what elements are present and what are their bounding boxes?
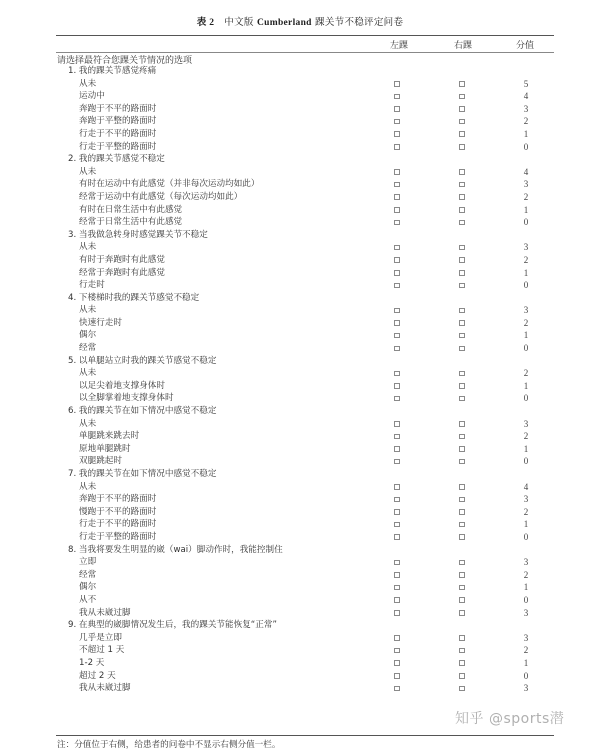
option-row — [0, 279, 600, 292]
left-ankle-checkbox-icon[interactable] — [394, 220, 400, 226]
score-value: 2 — [523, 116, 529, 127]
question-row — [0, 619, 600, 632]
title-prefix: 中文版 — [224, 17, 257, 28]
right-ankle-checkbox-icon[interactable] — [459, 119, 465, 125]
option-row — [0, 342, 600, 355]
right-ankle-checkbox-icon[interactable] — [459, 94, 465, 100]
option-row — [0, 418, 600, 431]
option-label: 超过 2 天 — [79, 670, 116, 681]
option-label: 从未 — [79, 242, 97, 253]
score-value: 3 — [523, 305, 529, 316]
right-ankle-checkbox-icon[interactable] — [459, 686, 465, 692]
question-row — [0, 65, 600, 78]
column-header-right-ankle: 右踝 — [454, 41, 473, 51]
score-value: 1 — [523, 443, 529, 454]
right-ankle-checkbox-icon[interactable] — [459, 320, 465, 326]
left-ankle-checkbox-icon[interactable] — [394, 94, 400, 100]
left-ankle-checkbox-icon[interactable] — [394, 81, 400, 87]
right-ankle-checkbox-icon[interactable] — [459, 560, 465, 566]
question-label: 9. 在典型的崴脚情况发生后，我的踝关节能恢复“正常” — [68, 620, 277, 631]
option-row — [0, 241, 600, 254]
option-label: 经常于日常生活中有此感觉 — [79, 217, 183, 228]
left-ankle-checkbox-icon[interactable] — [394, 194, 400, 200]
score-value: 0 — [523, 343, 529, 354]
left-ankle-checkbox-icon[interactable] — [394, 270, 400, 276]
score-value: 2 — [523, 191, 529, 202]
option-label: 奔跑于不平的路面时 — [79, 103, 157, 114]
question-row — [0, 153, 600, 166]
watermark: 知乎 @sports潜 — [455, 711, 565, 727]
option-row — [0, 90, 600, 103]
table-number: 表 2 — [196, 18, 215, 28]
right-ankle-checkbox-icon[interactable] — [459, 497, 465, 503]
score-value: 2 — [523, 506, 529, 517]
score-value: 3 — [523, 607, 529, 618]
option-label: 立即 — [79, 557, 97, 568]
score-value: 0 — [523, 456, 529, 467]
title-english: Cumberland — [257, 18, 312, 28]
right-ankle-checkbox-icon[interactable] — [459, 459, 465, 465]
option-label: 快速行走时 — [79, 317, 122, 328]
score-value: 2 — [523, 254, 529, 265]
left-ankle-checkbox-icon[interactable] — [394, 434, 400, 440]
option-row — [0, 443, 600, 456]
option-row — [0, 506, 600, 519]
right-ankle-checkbox-icon[interactable] — [459, 585, 465, 591]
score-value: 2 — [523, 431, 529, 442]
option-label: 从未 — [79, 481, 97, 492]
score-value: 0 — [523, 280, 529, 291]
left-ankle-checkbox-icon[interactable] — [394, 383, 400, 389]
score-value: 1 — [523, 519, 529, 530]
question-label: 5. 以单腿站立时我的踝关节感觉不稳定 — [68, 355, 217, 366]
option-label: 不超过 1 天 — [79, 645, 125, 656]
option-row — [0, 191, 600, 204]
option-row — [0, 657, 600, 670]
left-ankle-checkbox-icon[interactable] — [394, 484, 400, 490]
question-label: 2. 我的踝关节感觉不稳定 — [68, 154, 165, 165]
option-row — [0, 430, 600, 443]
option-row — [0, 455, 600, 468]
left-ankle-checkbox-icon[interactable] — [394, 257, 400, 263]
right-ankle-checkbox-icon[interactable] — [459, 673, 465, 679]
option-row — [0, 141, 600, 154]
question-row — [0, 229, 600, 242]
option-label: 从未 — [79, 368, 97, 379]
score-value: 1 — [523, 330, 529, 341]
option-label: 从未 — [79, 166, 97, 177]
option-row — [0, 531, 600, 544]
option-label: 奔跑于不平的路面时 — [79, 494, 157, 505]
questionnaire-table — [0, 65, 600, 695]
right-ankle-checkbox-icon[interactable] — [459, 509, 465, 515]
left-ankle-checkbox-icon[interactable] — [394, 660, 400, 666]
instructions: 请选择最符合您踝关节情况的选项 — [57, 56, 193, 66]
option-row — [0, 103, 600, 116]
right-ankle-checkbox-icon[interactable] — [459, 144, 465, 150]
right-ankle-checkbox-icon[interactable] — [459, 610, 465, 616]
score-value: 1 — [523, 657, 529, 668]
left-ankle-checkbox-icon[interactable] — [394, 421, 400, 427]
right-ankle-checkbox-icon[interactable] — [459, 522, 465, 528]
score-value: 1 — [523, 267, 529, 278]
option-row — [0, 304, 600, 317]
question-row — [0, 355, 600, 368]
left-ankle-checkbox-icon[interactable] — [394, 585, 400, 591]
option-row — [0, 317, 600, 330]
right-ankle-checkbox-icon[interactable] — [459, 660, 465, 666]
right-ankle-checkbox-icon[interactable] — [459, 194, 465, 200]
right-ankle-checkbox-icon[interactable] — [459, 635, 465, 641]
option-label: 慢跑于不平的路面时 — [79, 506, 157, 517]
option-row — [0, 115, 600, 128]
left-ankle-checkbox-icon[interactable] — [394, 522, 400, 528]
right-ankle-checkbox-icon[interactable] — [459, 371, 465, 377]
question-label: 8. 当我将要发生明显的崴（wai）脚动作时，我能控制住 — [68, 544, 283, 555]
option-label: 行走于不平的路面时 — [79, 519, 157, 530]
score-value: 3 — [523, 557, 529, 568]
option-row — [0, 670, 600, 683]
left-ankle-checkbox-icon[interactable] — [394, 320, 400, 326]
right-ankle-checkbox-icon[interactable] — [459, 572, 465, 578]
right-ankle-checkbox-icon[interactable] — [459, 283, 465, 289]
column-header-score: 分值 — [516, 41, 535, 51]
option-label: 几乎是立即 — [79, 632, 122, 643]
option-row — [0, 607, 600, 620]
option-row — [0, 178, 600, 191]
left-ankle-checkbox-icon[interactable] — [394, 106, 400, 112]
option-row — [0, 556, 600, 569]
right-ankle-checkbox-icon[interactable] — [459, 131, 465, 137]
right-ankle-checkbox-icon[interactable] — [459, 169, 465, 175]
score-value: 0 — [523, 594, 529, 605]
right-ankle-checkbox-icon[interactable] — [459, 81, 465, 87]
right-ankle-checkbox-icon[interactable] — [459, 597, 465, 603]
option-row — [0, 367, 600, 380]
right-ankle-checkbox-icon[interactable] — [459, 396, 465, 402]
question-label: 3. 当我做急转身时感觉踝关节不稳定 — [68, 229, 208, 240]
option-label: 经常 — [79, 569, 97, 580]
option-label: 有时于奔跑时有此感觉 — [79, 254, 165, 265]
question-label: 1. 我的踝关节感觉疼痛 — [68, 66, 157, 76]
option-row — [0, 204, 600, 217]
option-label: 行走于平整的路面时 — [79, 141, 157, 152]
left-ankle-checkbox-icon[interactable] — [394, 119, 400, 125]
score-value: 3 — [523, 494, 529, 505]
table-title — [0, 14, 600, 28]
score-value: 3 — [523, 632, 529, 643]
option-row — [0, 216, 600, 229]
score-value: 3 — [523, 418, 529, 429]
score-value: 0 — [523, 393, 529, 404]
score-value: 5 — [523, 78, 529, 89]
column-header-left-ankle: 左踝 — [390, 41, 409, 51]
score-value: 1 — [523, 204, 529, 215]
right-ankle-checkbox-icon[interactable] — [459, 434, 465, 440]
left-ankle-checkbox-icon[interactable] — [394, 169, 400, 175]
option-label: 从未 — [79, 78, 97, 89]
left-ankle-checkbox-icon[interactable] — [394, 534, 400, 540]
right-ankle-checkbox-icon[interactable] — [459, 270, 465, 276]
option-row — [0, 481, 600, 494]
left-ankle-checkbox-icon[interactable] — [394, 509, 400, 515]
left-ankle-checkbox-icon[interactable] — [394, 207, 400, 213]
left-ankle-checkbox-icon[interactable] — [394, 572, 400, 578]
option-row — [0, 493, 600, 506]
footnote: 注：分值位于右侧，给患者的问卷中不显示右侧分值一栏。 — [57, 740, 281, 750]
option-label: 经常 — [79, 343, 97, 354]
right-ankle-checkbox-icon[interactable] — [459, 648, 465, 654]
score-value: 0 — [523, 670, 529, 681]
right-ankle-checkbox-icon[interactable] — [459, 182, 465, 188]
option-label: 1-2 天 — [79, 657, 105, 668]
right-ankle-checkbox-icon[interactable] — [459, 484, 465, 490]
left-ankle-checkbox-icon[interactable] — [394, 283, 400, 289]
option-label: 行走于不平的路面时 — [79, 128, 157, 139]
option-label: 运动中 — [79, 91, 105, 102]
option-label: 以全脚掌着地支撑身体时 — [79, 393, 174, 404]
left-ankle-checkbox-icon[interactable] — [394, 560, 400, 566]
option-row — [0, 632, 600, 645]
left-ankle-checkbox-icon[interactable] — [394, 686, 400, 692]
score-value: 3 — [523, 242, 529, 253]
option-label: 从未 — [79, 418, 97, 429]
score-value: 0 — [523, 141, 529, 152]
left-ankle-checkbox-icon[interactable] — [394, 459, 400, 465]
bottom-rule — [56, 735, 554, 736]
option-label: 偶尔 — [79, 330, 97, 341]
option-row — [0, 569, 600, 582]
option-row — [0, 594, 600, 607]
right-ankle-checkbox-icon[interactable] — [459, 383, 465, 389]
question-row — [0, 405, 600, 418]
option-label: 行走于平整的路面时 — [79, 531, 157, 542]
option-label: 我从未崴过脚 — [79, 607, 131, 618]
score-value: 3 — [523, 683, 529, 694]
left-ankle-checkbox-icon[interactable] — [394, 245, 400, 251]
option-row — [0, 329, 600, 342]
right-ankle-checkbox-icon[interactable] — [459, 245, 465, 251]
option-label: 有时在运动中有此感觉（并非每次运动均如此） — [79, 179, 260, 190]
option-row — [0, 581, 600, 594]
score-value: 3 — [523, 103, 529, 114]
option-row — [0, 644, 600, 657]
left-ankle-checkbox-icon[interactable] — [394, 648, 400, 654]
score-value: 2 — [523, 317, 529, 328]
option-row — [0, 78, 600, 91]
score-value: 4 — [523, 91, 529, 102]
left-ankle-checkbox-icon[interactable] — [394, 597, 400, 603]
question-label: 7. 我的踝关节在如下情况中感觉不稳定 — [68, 469, 217, 479]
option-label: 行走时 — [79, 280, 105, 291]
right-ankle-checkbox-icon[interactable] — [459, 421, 465, 427]
score-value: 4 — [523, 481, 529, 492]
left-ankle-checkbox-icon[interactable] — [394, 446, 400, 452]
top-rule — [56, 35, 554, 36]
left-ankle-checkbox-icon[interactable] — [394, 396, 400, 402]
left-ankle-checkbox-icon[interactable] — [394, 497, 400, 503]
option-label: 单腿跳来跳去时 — [79, 431, 140, 442]
option-label: 双腿跳起时 — [79, 456, 122, 467]
option-label: 奔跑于平整的路面时 — [79, 116, 157, 127]
right-ankle-checkbox-icon[interactable] — [459, 106, 465, 112]
right-ankle-checkbox-icon[interactable] — [459, 220, 465, 226]
score-value: 4 — [523, 166, 529, 177]
option-row — [0, 682, 600, 695]
right-ankle-checkbox-icon[interactable] — [459, 534, 465, 540]
option-label: 以足尖着地支撑身体时 — [79, 380, 165, 391]
score-value: 0 — [523, 531, 529, 542]
option-row — [0, 128, 600, 141]
option-row — [0, 392, 600, 405]
right-ankle-checkbox-icon[interactable] — [459, 257, 465, 263]
left-ankle-checkbox-icon[interactable] — [394, 131, 400, 137]
left-ankle-checkbox-icon[interactable] — [394, 144, 400, 150]
question-label: 6. 我的踝关节在如下情况中感觉不稳定 — [68, 406, 217, 417]
left-ankle-checkbox-icon[interactable] — [394, 182, 400, 188]
option-label: 有时在日常生活中有此感觉 — [79, 204, 183, 215]
option-label: 偶尔 — [79, 582, 97, 593]
title-suffix: 踝关节不稳评定问卷 — [311, 17, 404, 28]
score-value: 3 — [523, 179, 529, 190]
left-ankle-checkbox-icon[interactable] — [394, 635, 400, 641]
option-label: 我从未崴过脚 — [79, 683, 131, 694]
right-ankle-checkbox-icon[interactable] — [459, 446, 465, 452]
left-ankle-checkbox-icon[interactable] — [394, 673, 400, 679]
score-value: 1 — [523, 582, 529, 593]
left-ankle-checkbox-icon[interactable] — [394, 610, 400, 616]
option-row — [0, 518, 600, 531]
option-row — [0, 166, 600, 179]
left-ankle-checkbox-icon[interactable] — [394, 308, 400, 314]
score-value: 1 — [523, 128, 529, 139]
right-ankle-checkbox-icon[interactable] — [459, 207, 465, 213]
option-row — [0, 380, 600, 393]
option-label: 经常于奔跑时有此感觉 — [79, 267, 165, 278]
question-row — [0, 292, 600, 305]
option-label: 从未 — [79, 305, 97, 316]
right-ankle-checkbox-icon[interactable] — [459, 333, 465, 339]
score-value: 2 — [523, 368, 529, 379]
left-ankle-checkbox-icon[interactable] — [394, 333, 400, 339]
score-value: 2 — [523, 645, 529, 656]
option-row — [0, 267, 600, 280]
left-ankle-checkbox-icon[interactable] — [394, 346, 400, 352]
option-row — [0, 254, 600, 267]
score-value: 1 — [523, 380, 529, 391]
question-row — [0, 468, 600, 481]
score-value: 0 — [523, 217, 529, 228]
question-row — [0, 544, 600, 557]
option-label: 原地单腿跳时 — [79, 443, 131, 454]
option-label: 从不 — [79, 594, 97, 605]
right-ankle-checkbox-icon[interactable] — [459, 346, 465, 352]
question-label: 4. 下楼梯时我的踝关节感觉不稳定 — [68, 292, 200, 303]
left-ankle-checkbox-icon[interactable] — [394, 371, 400, 377]
score-value: 2 — [523, 569, 529, 580]
option-label: 经常于运动中有此感觉（每次运动均如此） — [79, 191, 243, 202]
right-ankle-checkbox-icon[interactable] — [459, 308, 465, 314]
